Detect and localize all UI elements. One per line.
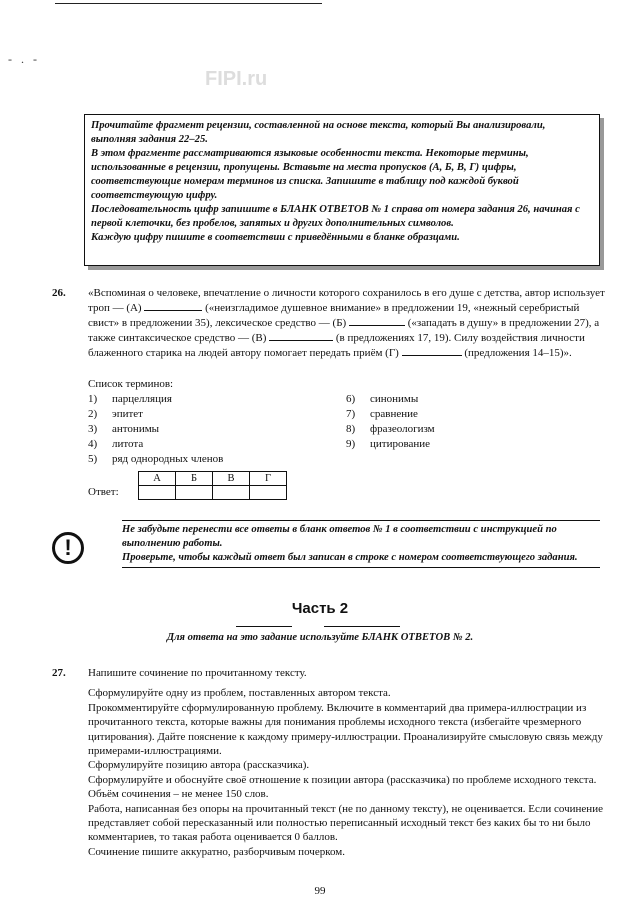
task-27-para-3: Прокомментируйте сформулированную проблему. Включите в комментарий два примера-иллюстрации из прочитанного текста, которые важны для понимания проблемы исходного текста (избегайте чрезмерного цитирования). Дайте пояснение к каждому примеру-иллюстрации. Проанализируйте смысловую связь между примерами-иллюстрациями. bbox=[88, 701, 603, 758]
instruction-line-2: В этом фрагменте рассматриваются языковые особенности текста. Некоторые термины, использованные в рецензии, пропущены. Вставьте на места пропусков (А, Б, В, Г) цифры, соответствующие номерам терминов из списка. Запишите в таблицу под каждой буквой соответствующую цифру. bbox=[91, 148, 529, 201]
task-27-para-1: Напишите сочинение по прочитанному тексту. bbox=[88, 667, 307, 679]
answer-header-v: В bbox=[213, 472, 250, 486]
task-26-text bbox=[88, 286, 606, 360]
blank-g[interactable] bbox=[402, 345, 462, 356]
answer-table bbox=[138, 471, 287, 500]
task-27-para-5: Сформулируйте и обоснуйте своё отношение к позиции автора (рассказчика) по проблеме исходного текста. bbox=[88, 773, 597, 786]
top-rule bbox=[55, 3, 322, 4]
answer-cell-v[interactable] bbox=[213, 486, 250, 500]
warning-box bbox=[122, 520, 600, 568]
task-27-para-6: Объём сочинения – не менее 150 слов. bbox=[88, 788, 269, 801]
task-26-part-3: («западать в душу» в предложении 27), а также синтаксическое средство — (В) bbox=[88, 317, 600, 344]
term-item: 1) парцелляция bbox=[88, 393, 172, 405]
part-2-note: Для ответа на это задание используйте БЛАНК ОТВЕТОВ № 2. bbox=[166, 632, 474, 643]
task-27-number: 27. bbox=[52, 667, 66, 679]
term-item: 3) антонимы bbox=[88, 423, 160, 435]
task-26-part-1: «Вспоминая о человеке, впечатление о личности которого сохранилось в его душе с детства, автор использует троп — (А) bbox=[88, 287, 605, 314]
warning-line-1: Не забудьте перенести все ответы в бланк ответов № 1 в соответствии с инструкцией по выполнению работы. bbox=[122, 524, 557, 549]
part-rule-right bbox=[324, 626, 400, 627]
part-2-title: Часть 2 bbox=[291, 600, 349, 617]
term-item: 2) эпитет bbox=[88, 408, 143, 420]
term-item: 4) литота bbox=[88, 438, 144, 450]
blank-v[interactable] bbox=[269, 330, 333, 341]
answer-cell-a[interactable] bbox=[139, 486, 176, 500]
blank-a[interactable] bbox=[144, 300, 202, 311]
task-26-part-5: (предложения 14–15)». bbox=[461, 347, 572, 359]
exclamation-icon: ! bbox=[52, 532, 84, 564]
answer-header-a: А bbox=[139, 472, 176, 486]
term-item: 6) синонимы bbox=[346, 393, 419, 405]
term-item: 7) сравнение bbox=[346, 408, 418, 420]
task-26-part-4: (в предложениях 17, 19). Силу воздействия личности блаженного старика на людей автору помогает передать приём (Г) bbox=[88, 332, 585, 359]
margin-marks: - . - bbox=[8, 52, 40, 66]
answer-label: Ответ: bbox=[88, 486, 119, 498]
answer-cell-g[interactable] bbox=[250, 486, 287, 500]
part-rule-left bbox=[236, 626, 292, 627]
blank-b[interactable] bbox=[349, 315, 405, 326]
answer-cell-b[interactable] bbox=[176, 486, 213, 500]
watermark: FIPI.ru bbox=[205, 68, 268, 90]
page-number: 99 bbox=[314, 885, 326, 897]
task-27-para-4: Сформулируйте позицию автора (рассказчика). bbox=[88, 759, 310, 772]
terms-title: Список терминов: bbox=[88, 378, 174, 390]
instruction-line-3: Последовательность цифр запишите в БЛАНК ОТВЕТОВ № 1 справа от номера задания 26, начиная с первой клеточки, без пробелов, запятых и других дополнительных символов. bbox=[91, 204, 580, 229]
task-27-para-2: Сформулируйте одну из проблем, поставленных автором текста. bbox=[88, 687, 391, 700]
task-26-number: 26. bbox=[52, 287, 66, 299]
task-27-para-8: Сочинение пишите аккуратно, разборчивым почерком. bbox=[88, 845, 345, 858]
instruction-line-1: Прочитайте фрагмент рецензии, составленной на основе текста, который Вы анализировали, выполняя задания 22–25. bbox=[91, 120, 546, 145]
term-item: 9) цитирование bbox=[346, 438, 431, 450]
answer-header-g: Г bbox=[250, 472, 287, 486]
instruction-box bbox=[84, 114, 600, 266]
task-26-part-2: («неизгладимое душевное внимание» в предложении 19, «нежный серебристый свист» в предложении 35), лексическое средство — (Б) bbox=[88, 302, 580, 329]
term-item: 8) фразеологизм bbox=[346, 423, 435, 435]
task-27-text bbox=[88, 666, 606, 859]
task-27-para-7: Работа, написанная без опоры на прочитанный текст (не по данному тексту), не оценивается. Если сочинение представляет собой пересказанный или полностью переписанный исходный текст без каких бы то ни было комментариев, то такая работа оценивается 0 баллов. bbox=[88, 802, 603, 844]
instruction-line-4: Каждую цифру пишите в соответствии с приведёнными в бланке образцами. bbox=[91, 232, 460, 243]
term-item: 5) ряд однородных членов bbox=[88, 453, 224, 465]
warning-line-2: Проверьте, чтобы каждый ответ был записан в строке с номером соответствующего задания. bbox=[122, 552, 578, 563]
answer-header-b: Б bbox=[176, 472, 213, 486]
